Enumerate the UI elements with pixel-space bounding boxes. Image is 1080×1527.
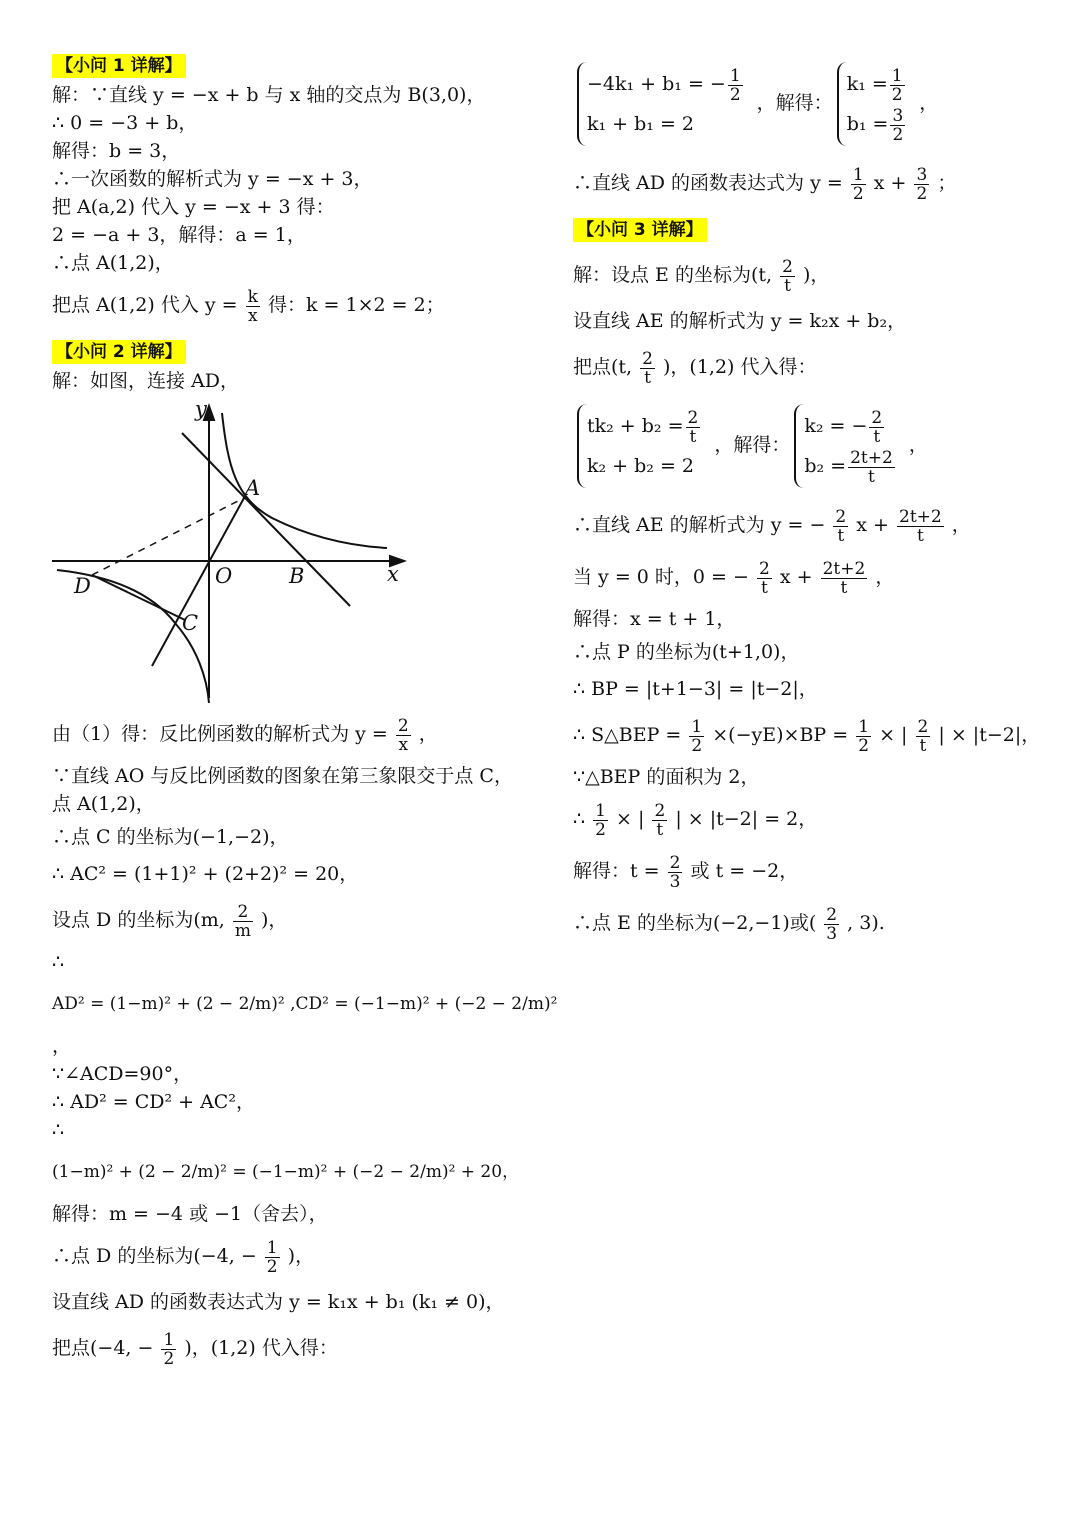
- part2-heading: 【小问 2 详解】: [52, 340, 186, 364]
- system-1: −4k₁ + b₁ = − $\frac{1}{2}$ k₁ + b₁ = 2 ，解得： k₁ = $\frac{1}{2}$ b₁ = $\frac{3}{2}$ ，: [573, 56, 1053, 152]
- p2-line-8: AD² = (1−m)² + (2 − 2/m)² ,CD² = (−1−m)² + (−2 − 2/m)²: [52, 994, 558, 1014]
- system-2: tk₂ + b₂ = $\frac{2}{t}$ k₂ + b₂ = 2 ，解得： k₂ = − $\frac{2}{t}$ b₂ = $\frac{2t+2}{t}$ ，: [573, 398, 1053, 494]
- label-d: D: [74, 574, 91, 598]
- p2-line-10: ∵∠ACD=90°，: [52, 1063, 193, 1085]
- p2-line-14: 解得：m = −4 或 −1（舍去），: [52, 1203, 328, 1225]
- p2-line-9: ，: [52, 1035, 72, 1057]
- equation-system: tk₂ + b₂ = $\frac{2}{t}$ k₂ + b₂ = 2: [577, 404, 710, 488]
- left-column: [52, 48, 558, 1377]
- p2-line-1: 由（1）得：反比例函数的解析式为 y = $\frac{2}{x}$ ，: [52, 715, 438, 755]
- fraction: $\frac{k}{x}$: [247, 286, 258, 326]
- p2-line-16: 设直线 AD 的函数表达式为 y = k₁x + b₁ (k₁ ≠ 0)，: [52, 1291, 505, 1313]
- p2-line-4: ∴点 C 的坐标为(−1,−2)，: [52, 826, 289, 848]
- e-line-2: 设直线 AE 的解析式为 y = k₂x + b₂，: [573, 310, 907, 332]
- p1-line-1: 解：∵直线 y = −x + b 与 x 轴的交点为 B(3,0)，: [52, 84, 486, 106]
- equation-system: −4k₁ + b₁ = − $\frac{1}{2}$ k₁ + b₁ = 2: [577, 62, 753, 146]
- p2-intro: 解：如图，连接 AD，: [52, 370, 239, 392]
- fraction: $\frac{1}{2}$: [266, 1237, 278, 1277]
- p2-line-2: ∵直线 AO 与反比例函数的图象在第三象限交于点 C，: [52, 765, 513, 787]
- r-line-1: 解得：x = t + 1，: [573, 608, 736, 630]
- area-eq-line: ∴ $\frac{1}{2}$ × | $\frac{2}{t}$ | × |t−2| = 2，: [573, 800, 818, 840]
- r-line-3: ∴ BP = |t+1−3| = |t−2|，: [573, 678, 818, 700]
- fraction: $\frac{2}{x}$: [397, 715, 409, 755]
- solution-system: k₂ = − $\frac{2}{t}$ b₂ = $\frac{2t+2}{t}$: [794, 404, 904, 488]
- p2-line-15: ∴点 D 的坐标为(−4, − $\frac{1}{2}$ )，: [52, 1237, 315, 1277]
- p2-line-17: 把点(−4, − $\frac{1}{2}$ )，(1,2) 代入得：: [52, 1329, 338, 1369]
- e-line-1: 解：设点 E 的坐标为(t, $\frac{2}{t}$ )，: [573, 256, 830, 296]
- p1-line-2: ∴ 0 = −3 + b，: [52, 112, 198, 134]
- r-line-4: ∵△BEP 的面积为 2，: [573, 766, 760, 788]
- coordinate-figure: [52, 398, 412, 703]
- p1-line-6: 2 = −a + 3，解得：a = 1，: [52, 224, 306, 246]
- p1-line-5: 把 A(a,2) 代入 y = −x + 3 得：: [52, 196, 335, 218]
- p1-line-4: ∴一次函数的解析式为 y = −x + 3，: [52, 168, 373, 190]
- y-zero-line: 当 y = 0 时，0 = − $\frac{2}{t}$ x + $\frac{2t+2}{t}$ ，: [573, 558, 895, 598]
- line-ab: [182, 433, 350, 606]
- ae-expression: ∴直线 AE 的解析式为 y = − $\frac{2}{t}$ x + $\frac{2t+2}{t}$ ，: [573, 506, 971, 546]
- label-o: O: [215, 564, 233, 588]
- e-line-3: 把点(t, $\frac{2}{t}$ )，(1,2) 代入得：: [573, 348, 817, 388]
- fraction: $\frac{2}{m}$: [234, 901, 251, 941]
- p2-line-11: ∴ AD² = CD² + AC²，: [52, 1091, 255, 1113]
- part3-heading: 【小问 3 详解】: [573, 218, 707, 242]
- r-line-2: ∴点 P 的坐标为(t+1,0)，: [573, 641, 800, 663]
- p2-line-13: (1−m)² + (2 − 2/m)² = (−1−m)² + (−2 − 2/m)² + 20，: [52, 1162, 520, 1182]
- label-a: A: [245, 476, 261, 500]
- p1-line-3: 解得：b = 3，: [52, 140, 181, 162]
- label-y: y: [195, 398, 207, 421]
- final-line: ∴点 E 的坐标为(−2,−1)或( $\frac{2}{3}$ , 3).: [573, 904, 885, 944]
- solution-line: 解得：t = $\frac{2}{3}$ 或 t = −2，: [573, 852, 799, 892]
- p1-line-8: 把点 A(1,2) 代入 y = $\frac{k}{x}$ 得：k = 1×2 = 2；: [52, 286, 445, 326]
- p1-line-7: ∴点 A(1,2)，: [52, 252, 174, 274]
- p2-line-3: 点 A(1,2)，: [52, 793, 155, 815]
- label-c: C: [182, 611, 199, 635]
- part1-heading: 【小问 1 详解】: [52, 54, 186, 78]
- area-line: ∴ S△BEP = $\frac{1}{2}$ ×(−yE)×BP = $\frac{1}{2}$ × | $\frac{2}{t}$ | × |t−2|，: [573, 716, 1041, 756]
- solution-system: k₁ = $\frac{1}{2}$ b₁ = $\frac{3}{2}$: [837, 62, 916, 146]
- p2-line-6: 设点 D 的坐标为(m, $\frac{2}{m}$ )，: [52, 901, 288, 941]
- p2-line-5: ∴ AC² = (1+1)² + (2+2)² = 20，: [52, 863, 359, 885]
- ad-expression: ∴直线 AD 的函数表达式为 y = $\frac{1}{2}$ x + $\frac{3}{2}$ ；: [573, 164, 957, 204]
- label-x: x: [387, 562, 399, 586]
- line-dc: [92, 575, 185, 620]
- p2-line-12: ∴: [52, 1119, 65, 1141]
- fraction: $\frac{1}{2}$: [163, 1329, 175, 1369]
- label-b: B: [289, 564, 305, 588]
- right-column: [573, 48, 1053, 952]
- p2-line-7: ∴: [52, 951, 65, 973]
